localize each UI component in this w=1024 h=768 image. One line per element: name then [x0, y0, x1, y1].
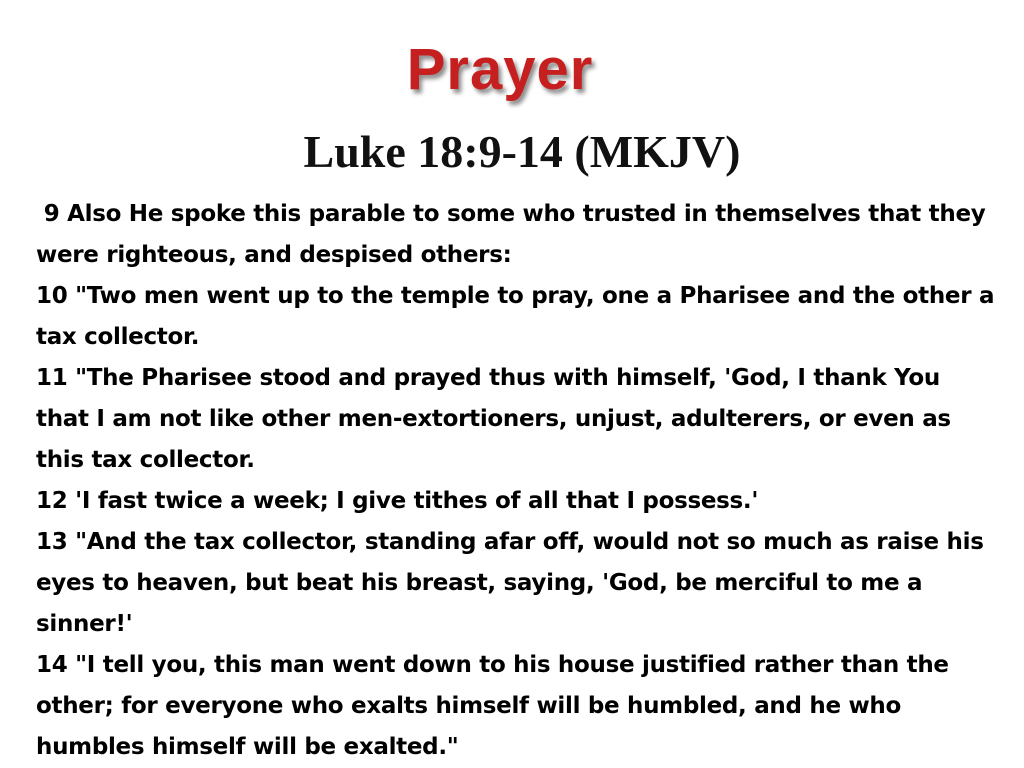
verse-11: 11 "The Pharisee stood and prayed thus with himself, 'God, I thank You that I am not like other men-extortioners, unjust, adulterers, or even as this tax collector.	[36, 365, 951, 473]
verse-10: 10 "Two men went up to the temple to pray, one a Pharisee and the other a tax collector.	[36, 283, 995, 350]
scripture-reference: Luke 18:9-14 (MKJV)	[303, 126, 741, 177]
verse-9: 9 Also He spoke this parable to some who trusted in themselves that they were righteous, and despised others:	[36, 201, 994, 268]
verse-13: 13 "And the tax collector, standing afar off, would not so much as raise his eyes to heaven, but beat his breast, saying, 'God, be merciful to me a sinner!'	[36, 529, 984, 637]
verse-14: 14 "I tell you, this man went down to his house justified rather than the other; for everyone who exalts himself will be humbled, and he who humbles himself will be exalted."	[36, 652, 949, 760]
slide-title: Prayer	[406, 37, 594, 102]
scripture-text	[36, 194, 996, 768]
verse-12: 12 'I fast twice a week; I give tithes of all that I possess.'	[36, 488, 759, 514]
